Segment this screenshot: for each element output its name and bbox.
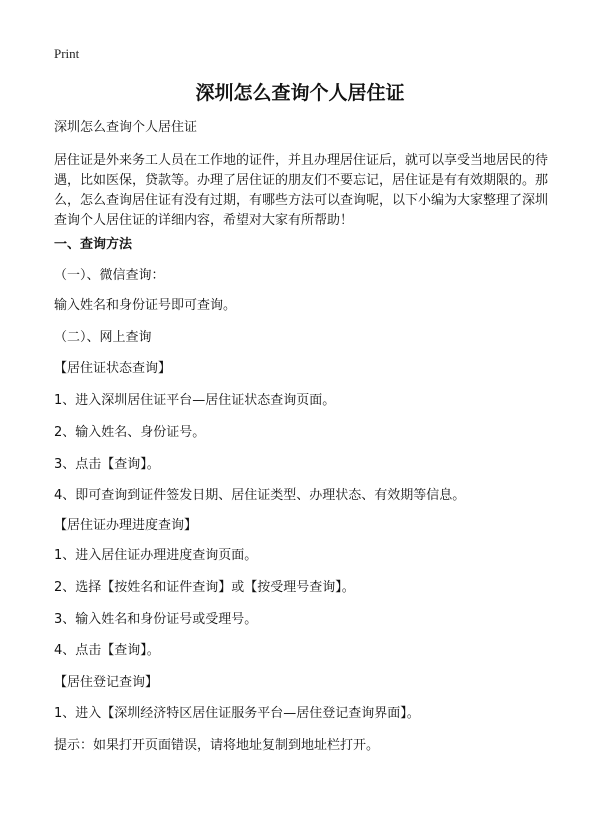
tip-text: 提示：如果打开页面错误，请将地址复制到地址栏打开。	[54, 738, 380, 753]
block-title-status: 【居住证状态查询】	[54, 361, 172, 376]
article-subtitle: 深圳怎么查询个人居住证	[54, 120, 198, 135]
step-item: 3、输入姓名和身份证号或受理号。	[54, 612, 258, 627]
block-title-registration: 【居住登记查询】	[54, 675, 159, 690]
print-link[interactable]: Print	[54, 46, 80, 61]
step-item: 1、进入【深圳经济特区居住证服务平台—居住登记查询界面】。	[54, 706, 420, 721]
step-item: 1、进入居住证办理进度查询页面。	[54, 548, 258, 563]
page-title: 深圳怎么查询个人居住证	[195, 82, 405, 104]
subsection-online: （二）、网上查询	[54, 330, 152, 345]
subsection-wechat: （一）、微信查询：	[54, 268, 165, 283]
step-item: 4、点击【查询】。	[54, 643, 160, 658]
block-title-progress: 【居住证办理进度查询】	[54, 518, 198, 533]
step-item: 2、输入姓名、身份证号。	[54, 425, 206, 440]
step-item: 1、进入深圳居住证平台—居住证状态查询页面。	[54, 393, 336, 408]
intro-paragraph: 居住证是外来务工人员在工作地的证件，并且办理居住证后，就可以享受当地居民的待遇，比如医保，贷款等。办理了居住证的朋友们不要忘记，居住证是有有效期限的。那么，怎么查询居住证有没有过期，有哪些方法可以查询呢，以下小编为大家整理了深圳查询个人居住证的详细内容，希望对大家有所帮助！	[54, 153, 549, 228]
section-heading: 一、查询方法	[54, 237, 133, 252]
step-item: 3、点击【查询】。	[54, 457, 160, 472]
wechat-instruction: 输入姓名和身份证号即可查询。	[54, 298, 237, 313]
step-item: 4、即可查询到证件签发日期、居住证类型、办理状态、有效期等信息。	[54, 488, 466, 503]
step-item: 2、选择【按姓名和证件查询】或【按受理号查询】。	[54, 580, 355, 595]
